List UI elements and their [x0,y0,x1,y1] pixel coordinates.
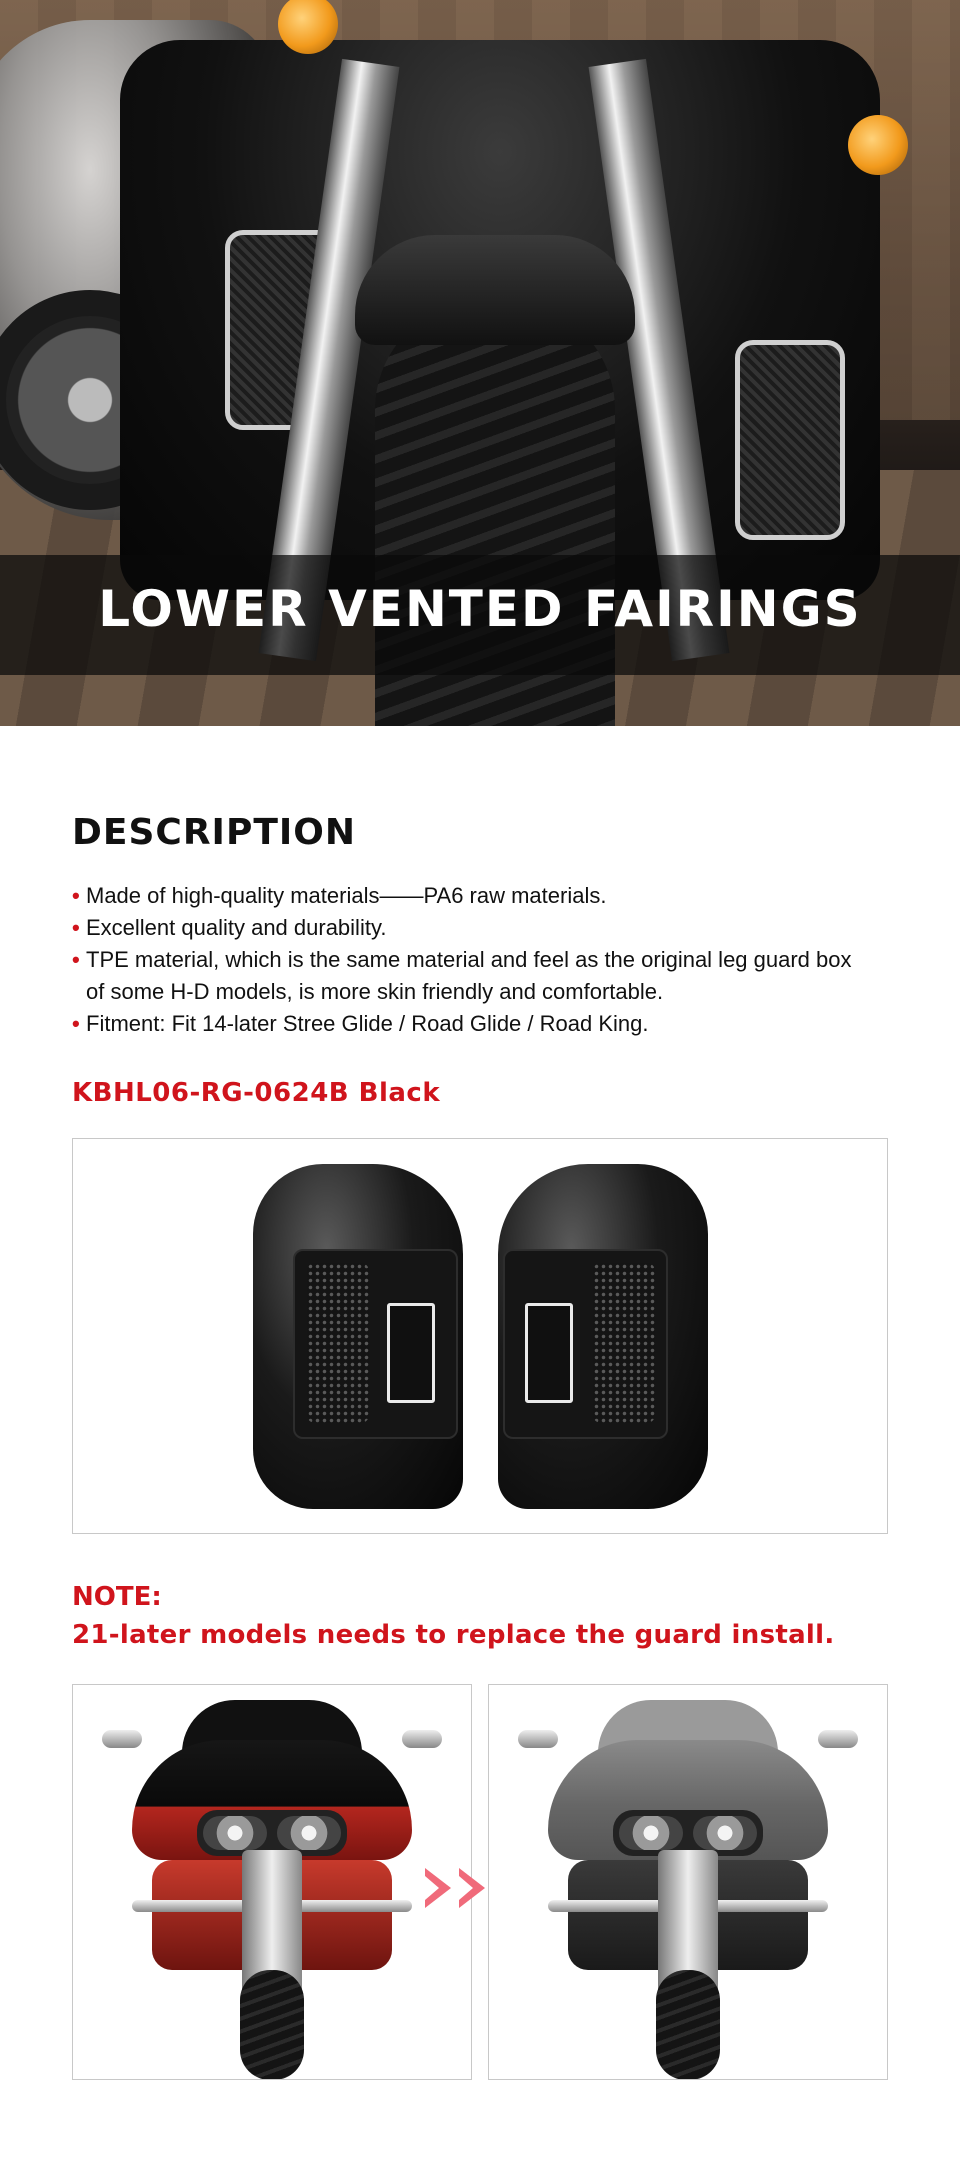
front-wheel [240,1970,304,2080]
front-wheel [656,1970,720,2080]
fairing-vent-panel [503,1249,668,1439]
after-install-image [488,1684,888,2080]
hero-right-vent-grille [735,340,845,540]
left-mirror [102,1730,142,1748]
right-mirror [402,1730,442,1748]
bullet-dot: • [72,915,80,940]
description-item-text: Excellent quality and durability. [86,915,387,940]
description-item-text: Fitment: Fit 14-later Stree Glide / Road Glide / Road King. [86,1011,649,1036]
vent-mesh [307,1263,369,1423]
description-item [72,912,902,944]
motorcycle-front-view [102,1700,442,2070]
hero-banner [0,0,960,726]
page-title: LOWER VENTED FAIRINGS [98,580,862,638]
hero-front-fender [355,235,635,345]
vent-door [525,1303,573,1403]
description-item [72,944,902,1008]
description-item-text: TPE material, which is the same material and feel as the original leg guard box [86,947,852,972]
variant-label: KBHL06-RG-0624B Black [72,1078,441,1108]
description-item [72,1008,902,1040]
note-text: 21-later models needs to replace the guard install. [72,1620,835,1650]
before-install-image [72,1684,472,2080]
right-mirror [818,1730,858,1748]
bullet-dot: • [72,947,80,972]
right-lower-fairing-image [498,1164,708,1509]
description-item [72,880,902,912]
bullet-dot: • [72,1011,80,1036]
vent-door [387,1303,435,1403]
left-mirror [518,1730,558,1748]
note-label: NOTE: [72,1582,162,1612]
description-heading: DESCRIPTION [72,812,357,853]
hero-turn-signal-right [848,115,908,175]
product-image-frame [72,1138,888,1534]
motorcycle-front-view [518,1700,858,2070]
left-lower-fairing-image [253,1164,463,1509]
bullet-dot: • [72,883,80,908]
vent-mesh [593,1263,655,1423]
chevron-right-icon [425,1868,451,1908]
description-item-continuation: of some H-D models, is more skin friendly and comfortable. [86,979,664,1004]
chevron-right-icon [459,1868,485,1908]
description-list [72,880,902,1040]
description-item-text: Made of high-quality materials——PA6 raw materials. [86,883,607,908]
fairing-vent-panel [293,1249,458,1439]
